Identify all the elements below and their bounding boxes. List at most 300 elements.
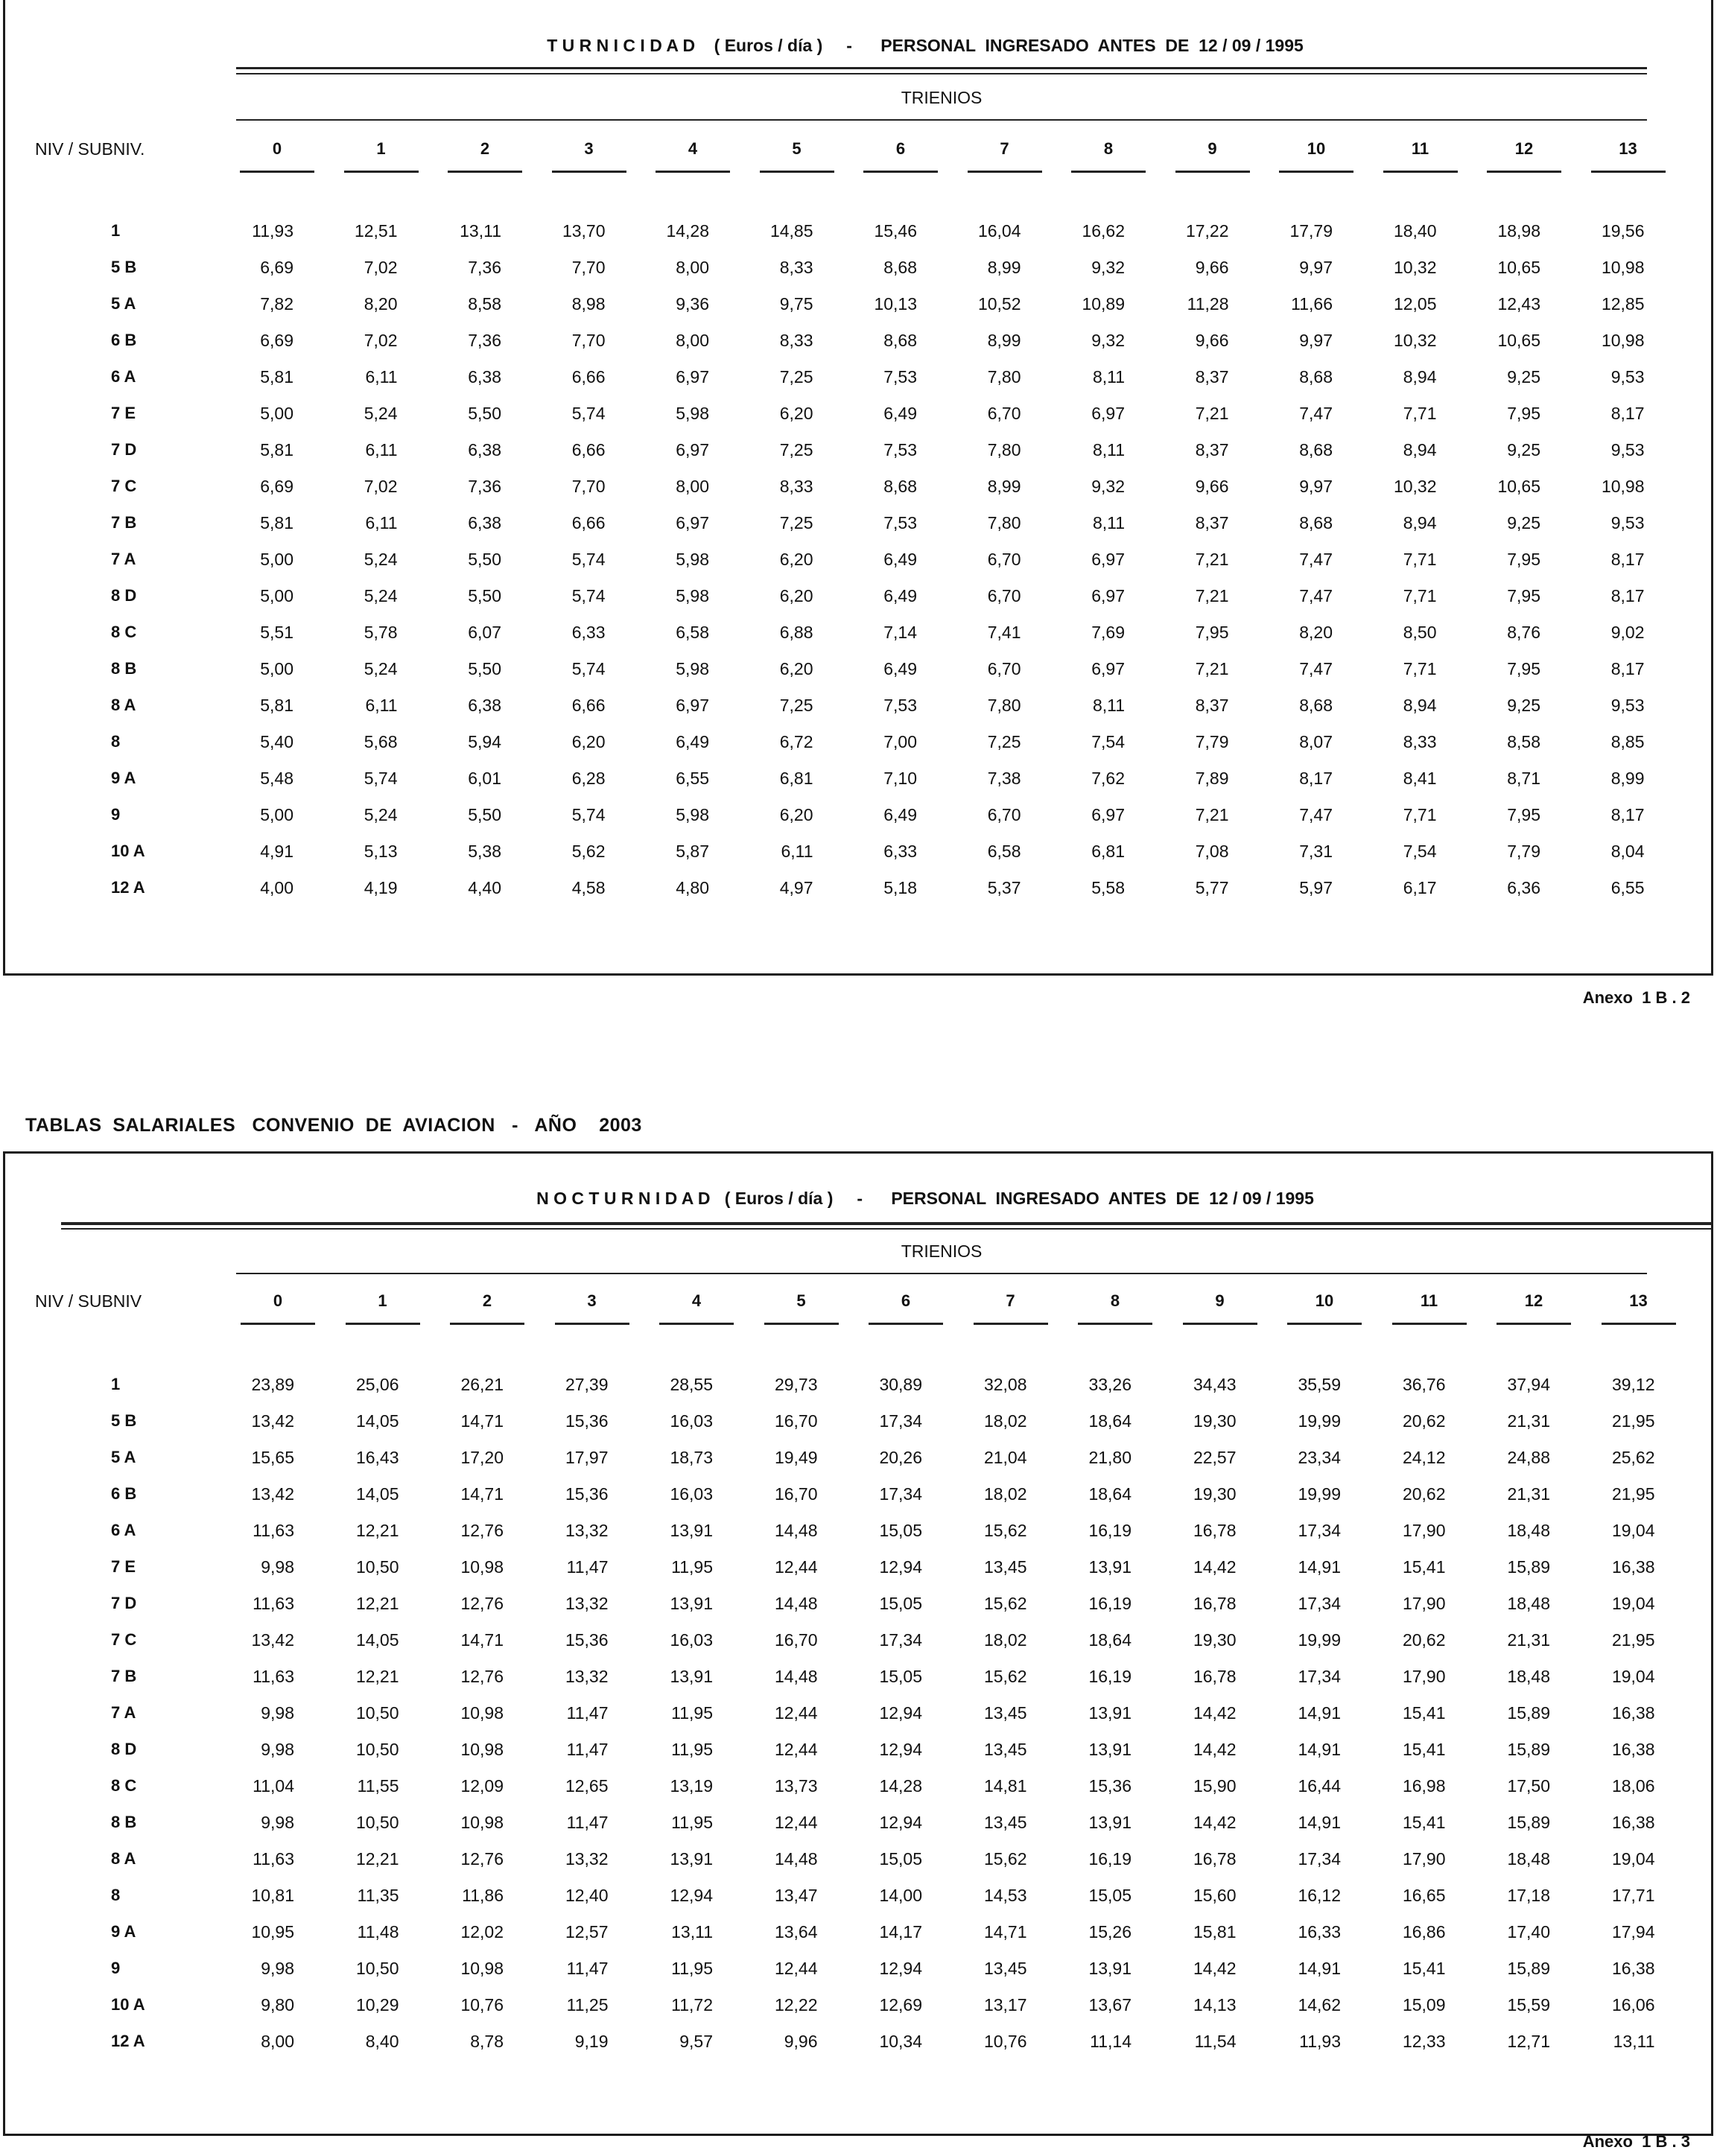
table-cell: 14,81 [983, 1776, 1027, 1796]
table-cell: 20,62 [1402, 1484, 1446, 1504]
table-cell: 8,94 [1403, 367, 1437, 387]
table-cell: 10,65 [1497, 477, 1540, 496]
table-cell: 5,81 [260, 440, 293, 459]
table-cell: 8,40 [365, 2032, 399, 2051]
table-cell: 12,21 [355, 1521, 399, 1540]
table-cell: 13,91 [1088, 1813, 1132, 1832]
table-cell: 6,97 [1091, 550, 1125, 569]
table-cell: 9,53 [1610, 513, 1645, 532]
table-cell: 14,71 [460, 1411, 504, 1431]
table-cell: 15,41 [1402, 1740, 1446, 1759]
table-cell: 5,98 [676, 805, 709, 824]
table-cell: 8,20 [364, 294, 398, 314]
table-cell: 7,21 [1195, 659, 1229, 678]
column-header: 4 [691, 1291, 702, 1310]
table-cell: 12,51 [354, 221, 398, 241]
table-cell: 7,02 [364, 477, 398, 496]
table-cell: 5,98 [676, 659, 709, 678]
table-cell: 16,86 [1402, 1922, 1446, 1942]
table-cell: 19,04 [1611, 1667, 1655, 1686]
table-cell: 15,60 [1193, 1886, 1237, 1905]
table-cell: 12,65 [565, 1776, 609, 1796]
table-cell: 8,33 [779, 258, 813, 277]
row-label: 5 B [111, 258, 137, 276]
table-cell: 6,70 [987, 586, 1021, 605]
row-label: 5 B [111, 1411, 137, 1430]
table-cell: 4,58 [571, 878, 606, 897]
table-cell: 11,86 [462, 1886, 504, 1905]
table-cell: 18,48 [1507, 1667, 1550, 1686]
table-cell: 12,44 [774, 1703, 818, 1723]
row-label: 8 A [111, 696, 136, 714]
table-cell: 18,02 [983, 1484, 1027, 1504]
column-header-rule [1287, 1323, 1362, 1325]
table-cell: 11,93 [1299, 2032, 1341, 2051]
table-cell: 7,95 [1195, 623, 1229, 642]
table-cell: 8,17 [1610, 404, 1645, 423]
table-cell: 6,97 [676, 513, 709, 532]
table-cell: 36,76 [1402, 1375, 1446, 1394]
column-header: 6 [895, 139, 906, 158]
row-label: 8 C [111, 1776, 137, 1795]
table-cell: 18,02 [983, 1411, 1027, 1431]
column-header-rule [241, 1323, 315, 1325]
table-cell: 24,88 [1507, 1448, 1550, 1467]
table-cell: 16,78 [1193, 1521, 1237, 1540]
table-cell: 12,33 [1402, 2032, 1446, 2051]
table-cell: 8,33 [779, 477, 813, 496]
table-cell: 11,04 [253, 1776, 294, 1796]
table-cell: 8,37 [1195, 440, 1229, 459]
column-header-rule [1071, 171, 1146, 173]
table-cell: 17,90 [1402, 1594, 1446, 1613]
table-cell: 7,71 [1403, 550, 1437, 569]
row-label: 5 A [111, 294, 136, 313]
row-label: 8 D [111, 586, 137, 605]
table-cell: 14,48 [774, 1849, 818, 1869]
table-cell: 15,26 [1088, 1922, 1132, 1942]
table-cell: 12,57 [565, 1922, 609, 1942]
table-cell: 21,95 [1611, 1630, 1655, 1650]
table-cell: 6,11 [781, 842, 813, 861]
table-cell: 8,78 [470, 2032, 504, 2051]
table-cell: 8,94 [1403, 440, 1437, 459]
column-header-rule [344, 171, 419, 173]
table-cell: 11,14 [1090, 2032, 1132, 2051]
table-cell: 18,48 [1507, 1521, 1550, 1540]
table-cell: 13,42 [251, 1484, 294, 1504]
table-cell: 11,63 [253, 1849, 294, 1869]
table-cell: 18,06 [1611, 1776, 1655, 1796]
table-cell: 24,12 [1402, 1448, 1446, 1467]
row-label: 8 B [111, 1813, 137, 1831]
table-cell: 30,89 [879, 1375, 922, 1394]
table-cell: 39,12 [1611, 1375, 1655, 1394]
table-cell: 6,28 [571, 769, 606, 788]
table-cell: 16,62 [1082, 221, 1125, 241]
table-cell: 7,47 [1299, 659, 1333, 678]
table-cell: 7,21 [1195, 586, 1229, 605]
table-cell: 5,37 [987, 878, 1021, 897]
table-cell: 7,70 [571, 258, 606, 277]
table-cell: 12,69 [879, 1995, 922, 2015]
table-cell: 8,99 [987, 258, 1021, 277]
table-cell: 10,81 [251, 1886, 294, 1905]
table-cell: 7,36 [468, 331, 501, 350]
table-cell: 13,91 [670, 1849, 713, 1869]
table-cell: 6,58 [987, 842, 1021, 861]
table-cell: 13,91 [1088, 1959, 1132, 1978]
table-cell: 14,48 [774, 1521, 818, 1540]
table-cell: 10,76 [983, 2032, 1027, 2051]
table-cell: 18,64 [1088, 1630, 1132, 1650]
table-cell: 17,22 [1185, 221, 1229, 241]
table-cell: 19,04 [1611, 1849, 1655, 1869]
column-header-rule [1175, 171, 1250, 173]
table-cell: 13,42 [251, 1630, 294, 1650]
table-cell: 27,39 [565, 1375, 609, 1394]
table-cell: 11,47 [566, 1703, 609, 1723]
table-cell: 8,11 [1092, 696, 1125, 715]
table-cell: 7,69 [1091, 623, 1125, 642]
table-cell: 7,53 [883, 513, 917, 532]
table-cell: 25,62 [1611, 1448, 1655, 1467]
table-cell: 6,11 [365, 440, 398, 459]
table-cell: 8,68 [883, 331, 917, 350]
table-cell: 14,00 [879, 1886, 922, 1905]
table-cell: 8,00 [676, 331, 709, 350]
table-cell: 16,78 [1193, 1667, 1237, 1686]
table-cell: 8,99 [1610, 769, 1645, 788]
table-cell: 5,87 [676, 842, 709, 861]
table-cell: 8,94 [1403, 513, 1437, 532]
row-label: 12 A [111, 2032, 145, 2050]
column-header-rule [1487, 171, 1561, 173]
column-header-rule [974, 1323, 1048, 1325]
table-cell: 8,68 [883, 477, 917, 496]
table-cell: 15,81 [1193, 1922, 1237, 1942]
table-cell: 7,79 [1195, 732, 1229, 751]
table-cell: 16,19 [1088, 1849, 1132, 1869]
table-cell: 10,98 [1601, 331, 1645, 350]
table-cell: 5,00 [260, 805, 293, 824]
table-cell: 5,68 [364, 732, 398, 751]
table-cell: 7,02 [364, 331, 398, 350]
table-cell: 16,19 [1088, 1594, 1132, 1613]
table-cell: 21,31 [1507, 1411, 1550, 1431]
table-cell: 7,00 [883, 732, 917, 751]
table-cell: 9,98 [261, 1703, 294, 1723]
table-cell: 7,95 [1507, 659, 1540, 678]
column-header: 12 [1514, 139, 1534, 158]
table-cell: 12,44 [774, 1740, 818, 1759]
table-cell: 13,19 [670, 1776, 713, 1796]
table-cell: 5,62 [571, 842, 606, 861]
table-cell: 7,71 [1403, 805, 1437, 824]
row-label: 6 B [111, 331, 137, 349]
column-header: 7 [1000, 139, 1009, 158]
turnicidad-title: T U R N I C I D A D ( Euros / día ) - PERSONAL INGRESADO ANTES DE 12 / 09 / 1995 [547, 36, 1304, 55]
table-cell: 6,49 [676, 732, 709, 751]
table-cell: 7,80 [987, 696, 1021, 715]
column-header-rule [1078, 1323, 1152, 1325]
table-cell: 13,67 [1088, 1995, 1132, 2015]
table-cell: 21,04 [983, 1448, 1027, 1467]
table-cell: 15,65 [251, 1448, 294, 1467]
table-cell: 10,50 [355, 1703, 399, 1723]
table-cell: 14,17 [879, 1922, 922, 1942]
row-label: 9 [111, 1959, 121, 1977]
column-header: 13 [1629, 1291, 1648, 1310]
row-label: 7 A [111, 550, 136, 568]
table-cell: 6,97 [1091, 659, 1125, 678]
table-cell: 11,72 [671, 1995, 713, 2015]
table-cell: 14,42 [1193, 1557, 1237, 1577]
table-cell: 14,48 [774, 1594, 818, 1613]
table-cell: 5,81 [260, 367, 293, 387]
row-label: 10 A [111, 842, 145, 860]
table-cell: 10,98 [460, 1740, 504, 1759]
table-cell: 12,76 [460, 1594, 504, 1613]
table-cell: 6,38 [468, 513, 501, 532]
column-header: 8 [1103, 139, 1114, 158]
table-cell: 32,08 [983, 1375, 1027, 1394]
table-cell: 15,36 [565, 1630, 609, 1650]
table-cell: 20,62 [1402, 1630, 1446, 1650]
table-cell: 16,44 [1298, 1776, 1341, 1796]
table-cell: 22,57 [1193, 1448, 1237, 1467]
trienios-header: TRIENIOS [901, 88, 983, 107]
column-header: 5 [792, 139, 802, 158]
table-cell: 8,58 [468, 294, 501, 314]
table-cell: 18,48 [1507, 1594, 1550, 1613]
table-cell: 15,05 [879, 1849, 922, 1869]
title-rule-thin [61, 1228, 1711, 1230]
table-cell: 11,25 [566, 1995, 609, 2015]
table-cell: 6,38 [468, 440, 501, 459]
table-cell: 6,07 [468, 623, 501, 642]
table-cell: 5,97 [1299, 878, 1333, 897]
row-label: 7 E [111, 1557, 136, 1576]
table-cell: 13,91 [1088, 1557, 1132, 1577]
table-cell: 7,36 [468, 258, 501, 277]
column-header-rule [968, 171, 1042, 173]
table-cell: 9,36 [676, 294, 709, 314]
row-label: 8 A [111, 1849, 136, 1868]
table-cell: 14,42 [1193, 1740, 1237, 1759]
title-rule-thin [236, 73, 1647, 74]
row-label: 9 A [111, 769, 136, 787]
table-cell: 17,20 [460, 1448, 504, 1467]
column-header-rule [1591, 171, 1666, 173]
column-header: 6 [901, 1291, 911, 1310]
table-cell: 18,02 [983, 1630, 1027, 1650]
table-cell: 11,47 [566, 1740, 609, 1759]
column-header-rule [555, 1323, 629, 1325]
table-cell: 17,79 [1289, 221, 1333, 241]
table-cell: 5,81 [260, 696, 293, 715]
table-cell: 14,91 [1298, 1959, 1341, 1978]
table-cell: 15,41 [1402, 1959, 1446, 1978]
table-cell: 17,97 [565, 1448, 609, 1467]
table-cell: 16,38 [1611, 1813, 1655, 1832]
table-cell: 6,69 [260, 477, 293, 496]
table-cell: 20,26 [879, 1448, 922, 1467]
table-cell: 17,34 [879, 1484, 922, 1504]
row-label: 7 E [111, 404, 136, 422]
table-cell: 8,17 [1610, 586, 1645, 605]
table-cell: 7,47 [1299, 404, 1333, 423]
table-cell: 12,22 [774, 1995, 818, 2015]
table-cell: 12,09 [460, 1776, 504, 1796]
column-header-rule [760, 171, 834, 173]
table-cell: 7,25 [779, 367, 813, 387]
table-cell: 15,09 [1402, 1995, 1446, 2015]
table-cell: 16,19 [1088, 1667, 1132, 1686]
table-cell: 16,43 [355, 1448, 399, 1467]
table-cell: 6,58 [676, 623, 709, 642]
column-header-rule [869, 1323, 943, 1325]
table-cell: 13,70 [562, 221, 606, 241]
table-cell: 4,80 [676, 878, 709, 897]
table-cell: 7,25 [779, 440, 813, 459]
column-header-rule [450, 1323, 524, 1325]
table-cell: 11,28 [1187, 294, 1229, 314]
table-cell: 14,42 [1193, 1959, 1237, 1978]
table-cell: 13,91 [1088, 1740, 1132, 1759]
table-cell: 7,80 [987, 367, 1021, 387]
table-cell: 12,21 [355, 1594, 399, 1613]
table-cell: 8,98 [571, 294, 606, 314]
table-cell: 6,17 [1403, 878, 1437, 897]
table-cell: 34,43 [1193, 1375, 1237, 1394]
table-cell: 12,44 [774, 1813, 818, 1832]
table-cell: 9,32 [1091, 258, 1125, 277]
table-cell: 6,49 [883, 404, 917, 423]
table-cell: 9,66 [1195, 331, 1229, 350]
table-cell: 10,34 [879, 2032, 922, 2051]
column-header-rule [240, 171, 314, 173]
table-cell: 16,70 [774, 1411, 818, 1431]
table-cell: 7,36 [468, 477, 501, 496]
table-cell: 8,37 [1195, 696, 1229, 715]
table-cell: 11,95 [671, 1703, 713, 1723]
column-header: 2 [482, 1291, 492, 1310]
column-header-rule [863, 171, 938, 173]
table-cell: 17,90 [1402, 1849, 1446, 1869]
table-cell: 8,37 [1195, 513, 1229, 532]
table-cell: 8,99 [987, 477, 1021, 496]
table-cell: 7,25 [779, 696, 813, 715]
table-cell: 33,26 [1088, 1375, 1132, 1394]
table-cell: 13,45 [983, 1740, 1027, 1759]
table-cell: 16,65 [1402, 1886, 1446, 1905]
table-cell: 7,10 [883, 769, 917, 788]
table-cell: 18,40 [1393, 221, 1437, 241]
table-cell: 5,51 [260, 623, 293, 642]
column-header: 4 [688, 139, 698, 158]
table-cell: 12,94 [879, 1703, 922, 1723]
table-cell: 21,31 [1507, 1484, 1550, 1504]
table-cell: 9,97 [1299, 258, 1333, 277]
table-cell: 13,91 [670, 1521, 713, 1540]
table-cell: 6,81 [1091, 842, 1125, 861]
table-cell: 9,53 [1610, 696, 1645, 715]
table-cell: 8,76 [1507, 623, 1540, 642]
table-cell: 6,81 [779, 769, 813, 788]
table-cell: 9,32 [1091, 331, 1125, 350]
table-cell: 18,48 [1507, 1849, 1550, 1869]
table-cell: 20,62 [1402, 1411, 1446, 1431]
table-cell: 7,95 [1507, 404, 1540, 423]
column-header: 12 [1524, 1291, 1543, 1310]
table-cell: 19,04 [1611, 1521, 1655, 1540]
table-cell: 16,19 [1088, 1521, 1132, 1540]
table-cell: 15,05 [879, 1521, 922, 1540]
column-header: 0 [272, 139, 282, 158]
table-cell: 9,32 [1091, 477, 1125, 496]
row-label: 7 C [111, 1630, 137, 1649]
table-cell: 5,74 [364, 769, 398, 788]
table-cell: 5,98 [676, 550, 709, 569]
table-cell: 5,24 [364, 404, 398, 423]
table-cell: 12,94 [879, 1557, 922, 1577]
table-cell: 17,34 [879, 1411, 922, 1431]
table-cell: 12,94 [879, 1813, 922, 1832]
table-cell: 9,66 [1195, 477, 1229, 496]
table-cell: 5,24 [364, 550, 398, 569]
table-cell: 7,25 [779, 513, 813, 532]
table-cell: 7,31 [1299, 842, 1333, 861]
table-cell: 12,40 [565, 1886, 609, 1905]
table-cell: 8,00 [261, 2032, 294, 2051]
column-header: 13 [1619, 139, 1637, 158]
table-cell: 15,41 [1402, 1703, 1446, 1723]
table-cell: 6,69 [260, 331, 293, 350]
table-cell: 9,53 [1610, 440, 1645, 459]
table-cell: 16,78 [1193, 1594, 1237, 1613]
table-cell: 17,34 [1298, 1849, 1341, 1869]
table-cell: 13,47 [774, 1886, 818, 1905]
table-cell: 6,01 [468, 769, 501, 788]
table-cell: 6,97 [1091, 586, 1125, 605]
column-header-rule [552, 171, 626, 173]
column-header-rule [346, 1323, 420, 1325]
row-label: 7 D [111, 440, 137, 459]
table-cell: 13,91 [670, 1594, 713, 1613]
table-cell: 7,54 [1091, 732, 1125, 751]
column-header-rule [1183, 1323, 1257, 1325]
table-cell: 16,03 [670, 1411, 713, 1431]
table-cell: 14,91 [1298, 1703, 1341, 1723]
table-cell: 5,58 [1091, 878, 1125, 897]
table-cell: 5,50 [468, 805, 501, 824]
table-cell: 10,95 [251, 1922, 294, 1942]
column-header: 11 [1420, 1291, 1438, 1310]
table-cell: 16,98 [1402, 1776, 1446, 1796]
table-cell: 7,95 [1507, 586, 1540, 605]
table-cell: 21,31 [1507, 1630, 1550, 1650]
table-cell: 19,30 [1193, 1484, 1237, 1504]
table-cell: 15,46 [874, 221, 917, 241]
table-cell: 8,33 [779, 331, 813, 350]
table-cell: 9,25 [1507, 440, 1540, 459]
column-header-rule [659, 1323, 734, 1325]
table-cell: 9,25 [1507, 367, 1540, 387]
table-cell: 8,00 [676, 258, 709, 277]
table-cell: 11,95 [671, 1813, 713, 1832]
table-cell: 10,89 [1082, 294, 1125, 314]
